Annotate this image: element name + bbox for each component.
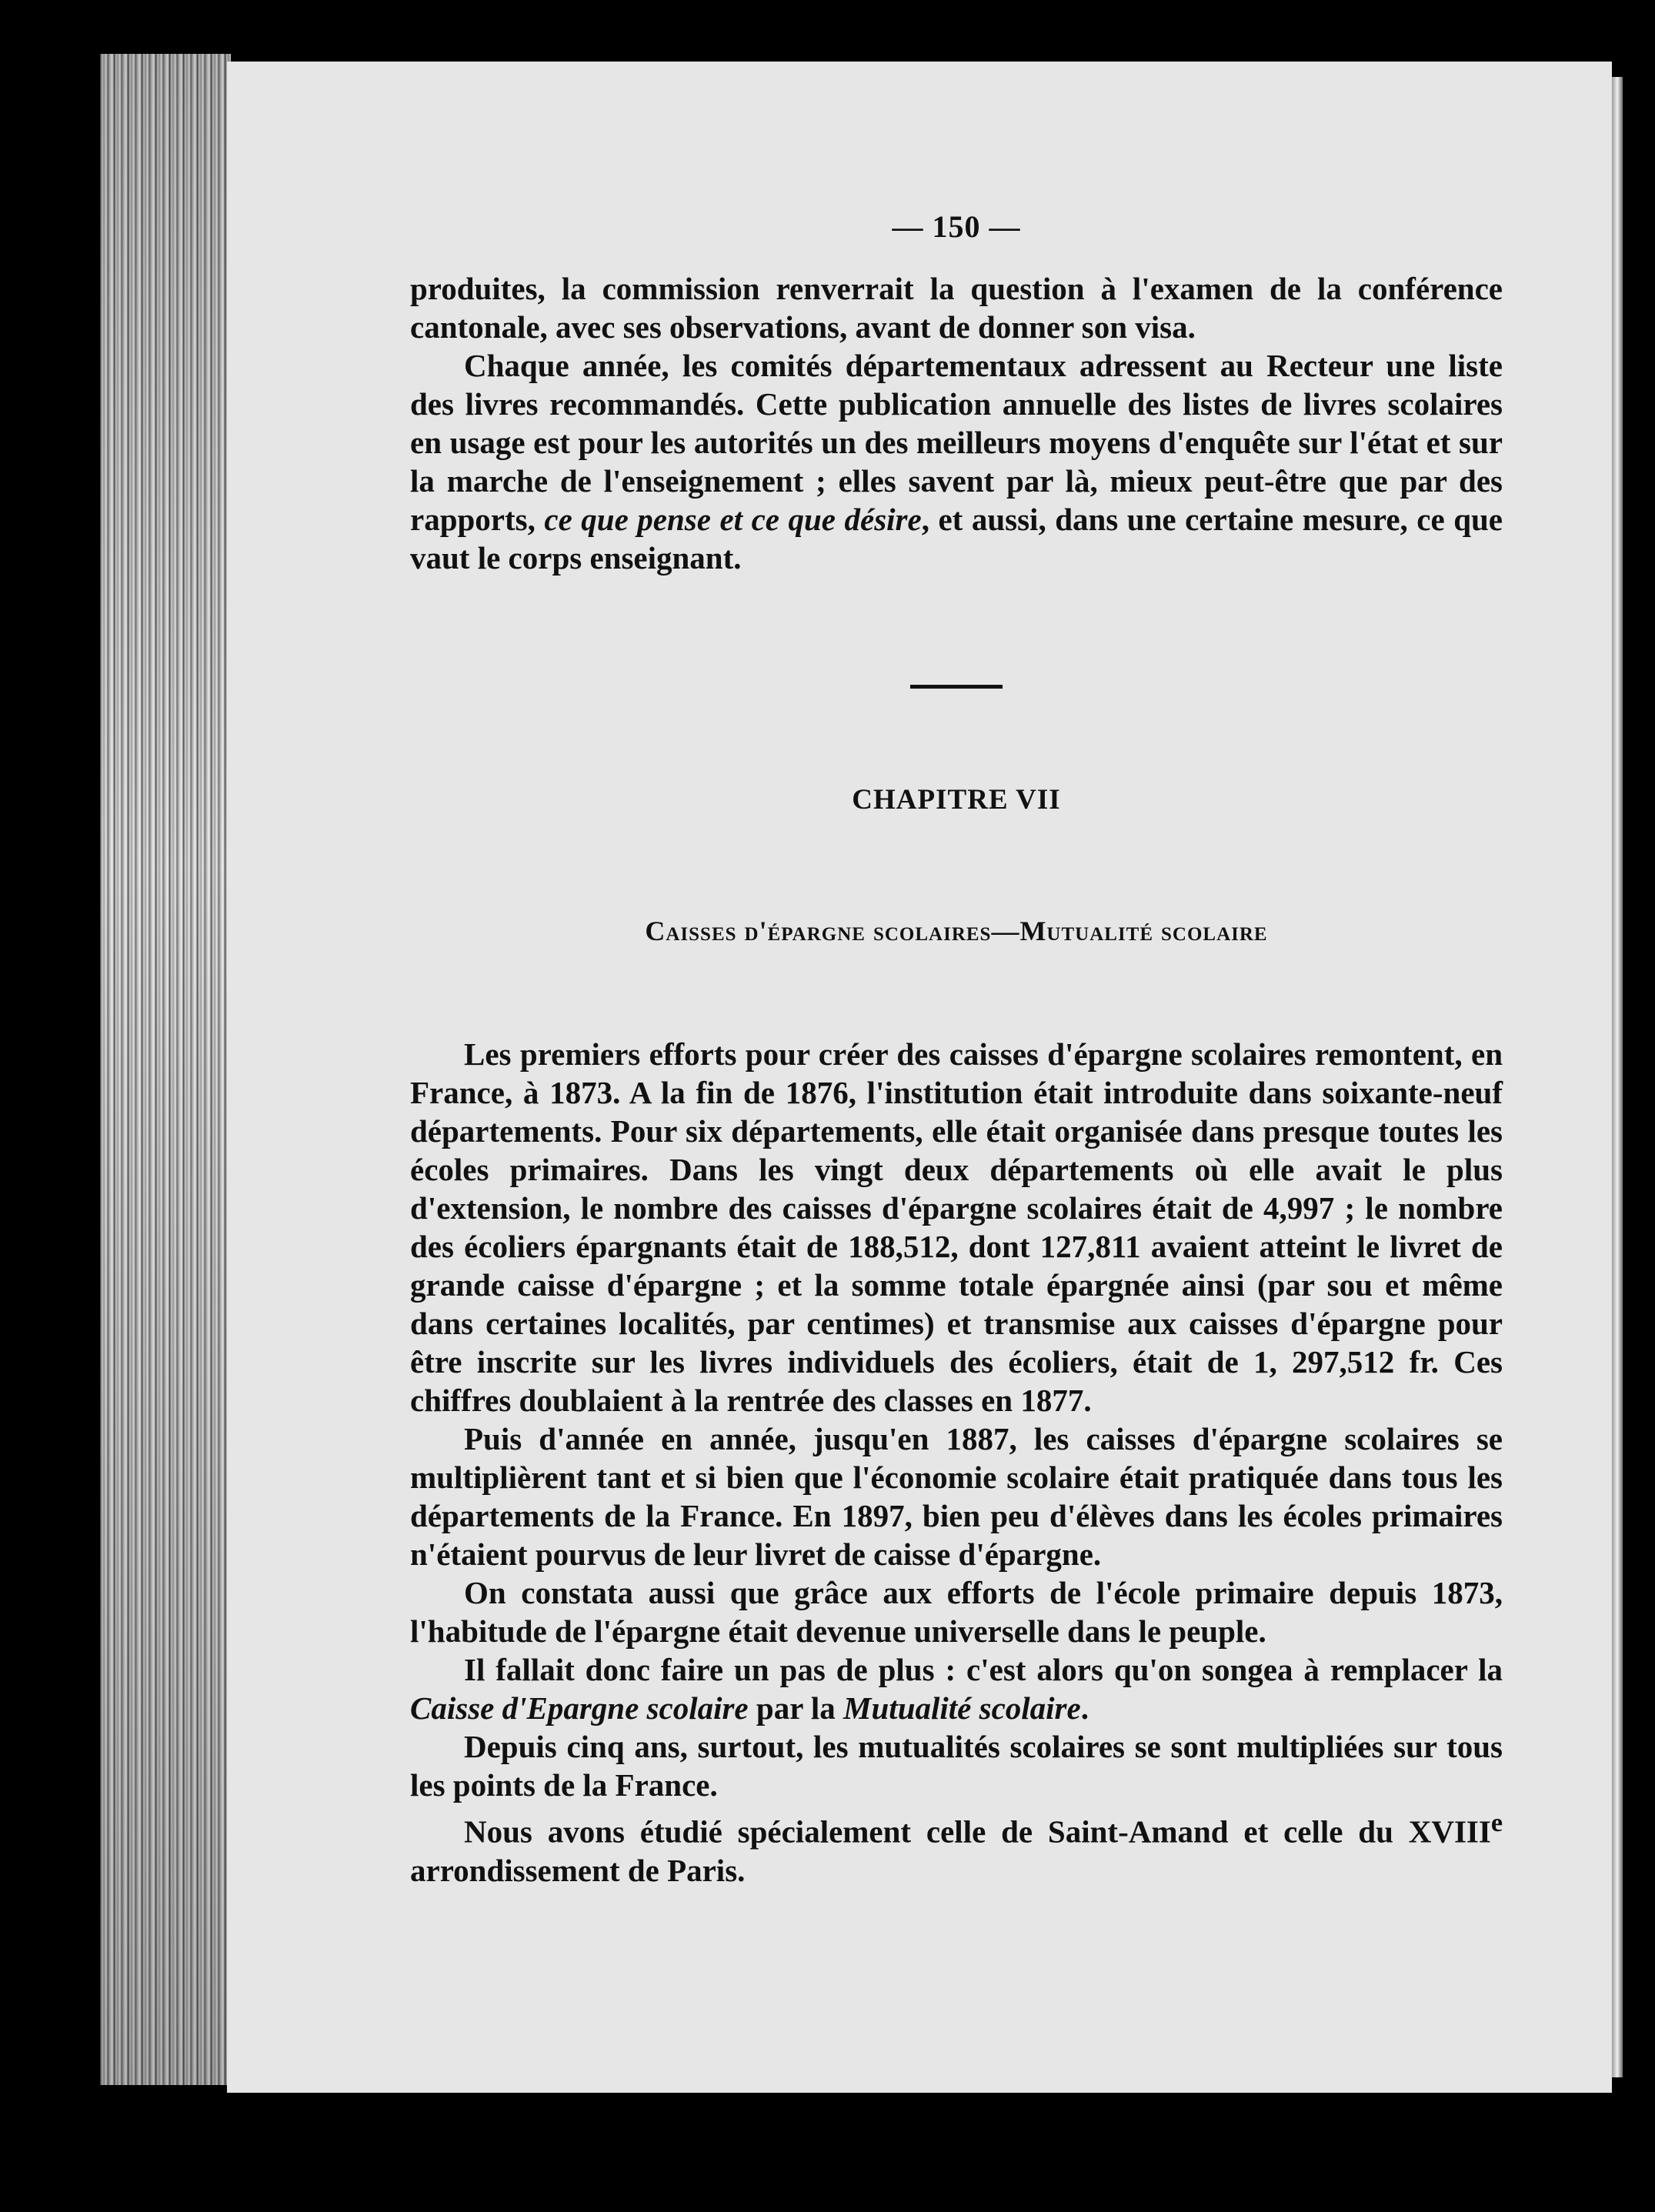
paragraph-2-text-a: Chaque année, les comités départementaux adressent au Recteur une liste des livres recommandés. Cette publication annuelle des listes de livres scolaires en usage est pour les autorités un des meilleurs moyens d'enquête sur l'état et sur la marche de l'enseignement ; elles savent par là, mieux peut-être que par des rapports, xyxy=(410,348,1503,537)
paragraph-premiers-efforts: Les premiers efforts pour créer des caisses d'épargne scolaires remontent, en France, à 1873. A la fin de 1876, l'institution était introduite dans soixante-neuf départements. Pour six départements, elle était organisée dans presque toutes les écoles primaires. Dans les vingt deux départements où elle avait le plus d'extension, le nombre des caisses d'épargne scolaires était de 4,997 ; le nombre des écoliers épargnants était de 188,512, dont 127,811 avaient atteint le livret de grande caisse d'épargne ; et la somme totale épargnée ainsi (par sou et même dans certaines localités, par centimes) et transmise aux caisses d'épargne pour être inscrite sur les livres individuels des écoliers, était de 1, 297,512 fr. Ces chiffres doublaient à la rentrée des classes en 1877. xyxy=(410,1036,1503,1418)
section-title: Caisses d'épargne scolaires—Mutualité scolaire xyxy=(645,916,1268,946)
paragraph-pas-de-plus xyxy=(410,1650,1503,1727)
top-text-block xyxy=(410,269,1503,577)
paragraph-on-constata: On constata aussi que grâce aux efforts de l'école primaire depuis 1873, l'habitude de l'épargne était devenue universelle dans le peuple. xyxy=(410,1575,1503,1649)
opening-paragraph: produites, la commission renverrait la question à l'examen de la conférence cantonale, avec ses observations, avant de donner son visa. xyxy=(410,271,1503,345)
paragraph-6-text-c: . xyxy=(1080,1690,1089,1726)
paragraph-8-text: Nous avons étudié spécialement celle de Saint-Amand et celle du xyxy=(464,1813,1393,1850)
paragraph-2-italic: ce que pense et ce que désire xyxy=(544,502,922,537)
chapter-title: CHAPITRE VII xyxy=(852,784,1061,816)
chapter-body xyxy=(410,1035,1503,1890)
section-divider xyxy=(910,685,1003,689)
paragraph-6-italic-a: Caisse d'Epargne scolaire xyxy=(410,1690,749,1726)
paragraph-cinq-ans: Depuis cinq ans, surtout, les mutualités scolaires se sont multipliées sur tous les points de la France. xyxy=(410,1729,1503,1803)
paragraph-saint-amand xyxy=(410,1804,1503,1890)
page-stack-edge xyxy=(100,54,231,2085)
page-right-edge xyxy=(1612,77,1623,2077)
ordinal-superscript: e xyxy=(1490,1809,1503,1837)
page-number: — 150 — xyxy=(892,209,1021,244)
paragraph-6-text-b: par la xyxy=(756,1690,836,1726)
arrondissement-numeral: XVIII xyxy=(1408,1813,1491,1850)
paragraph-2-text-b: , et aussi, dans une certaine mesure, ce que vaut le corps enseignant. xyxy=(410,502,1503,576)
paragraph-8-text-b: arrondissement de Paris. xyxy=(410,1852,746,1888)
paragraph-annee-en-annee: Puis d'année en année, jusqu'en 1887, les caisses d'épargne scolaires se multiplièrent tant et si bien que l'économie scolaire était pratiquée dans tous les départements de la France. En 1897, bien peu d'élèves dans les écoles primaires n'étaient pourvus de leur livret de caisse d'épargne. xyxy=(410,1421,1503,1572)
paragraph-6-text-a: Il fallait donc faire un pas de plus : c'est alors qu'on songea à remplacer la xyxy=(464,1652,1503,1687)
paragraph-livres-recommandes xyxy=(410,346,1503,577)
paragraph-6-italic-b: Mutualité scolaire xyxy=(843,1690,1081,1726)
